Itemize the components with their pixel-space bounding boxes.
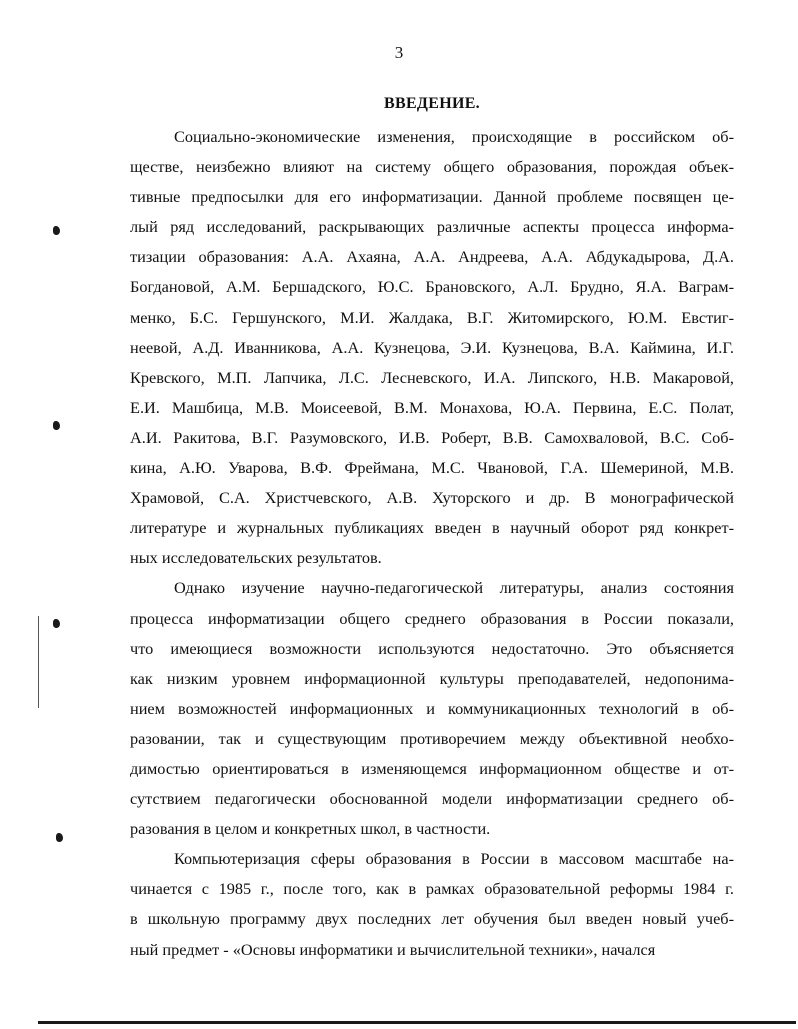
paragraph-line: тизации образования: А.А. Ахаяна, А.А. Андреева, А.А. Абдукадырова, Д.А. (130, 247, 734, 267)
paragraph-line: тивные предпосылки для его информатизации. Данной проблеме посвящен це- (130, 187, 734, 207)
paragraph-line: сутствием педагогически обоснованной модели информатизации среднего об- (130, 789, 734, 809)
paragraph-line: менко, Б.С. Гершунского, М.И. Жалдака, В.Г. Житомирского, Ю.М. Евстиг- (130, 307, 734, 327)
paragraph-line: нием возможностей информационных и коммуникационных технологий в об- (130, 698, 734, 718)
paragraph-line: А.И. Ракитова, В.Г. Разумовского, И.В. Роберт, В.В. Самохваловой, В.С. Соб- (130, 427, 734, 447)
paragraph-line: как низким уровнем информационной культуры преподавателей, недопонима- (130, 668, 734, 688)
paragraph-line: Однако изучение научно-педагогической литературы, анализ состояния (174, 578, 734, 598)
page-number: 3 (394, 43, 404, 62)
paragraph-line: ществе, неизбежно влияют на систему общего образования, порождая объек- (130, 157, 734, 177)
paragraph-line: Социально-экономические изменения, происходящие в российском об- (174, 127, 734, 146)
paragraph-line: разовании, так и существующим противоречием между объективной необхо- (130, 728, 734, 748)
scan-margin-line (38, 616, 39, 708)
paragraph-line: в школьную программу двух последних лет обучения был введен новый учеб- (130, 909, 734, 929)
paragraph-line: чинается с 1985 г., после того, как в рамках образовательной реформы 1984 г. (130, 879, 734, 899)
paragraph-line: неевой, А.Д. Иванникова, А.А. Кузнецова, Э.И. Кузнецова, В.А. Каймина, И.Г. (130, 337, 734, 357)
paragraph-line: димостью ориентироваться в изменяющемся информационном обществе и от- (130, 758, 734, 778)
paragraph-line: Кревского, М.П. Лапчика, Л.С. Лесневского, И.А. Липского, Н.В. Макаровой, (130, 367, 734, 387)
paragraph-line: Храмовой, С.А. Христчевского, А.В. Хуторского и др. В монографической (130, 488, 734, 508)
paragraph-line: кина, А.Ю. Уварова, В.Ф. Фреймана, М.С. Чвановой, Г.А. Шемериной, М.В. (130, 458, 734, 478)
paragraph-line: Е.И. Машбица, М.В. Моисеевой, В.М. Монахова, Ю.А. Первина, Е.С. Полат, (130, 397, 734, 417)
paragraph-line: литературе и журнальных публикациях введен в научный оборот ряд конкрет- (130, 518, 734, 538)
scan-speck (53, 226, 60, 235)
paragraph-line: ный предмет - «Основы информатики и вычислительной техники», начался (130, 939, 656, 959)
section-title: ВВЕДЕНИЕ. (384, 95, 480, 112)
document-body (130, 122, 734, 965)
paragraph-line: что имеющиеся возможности используются недостаточно. Это объясняется (130, 638, 734, 658)
paragraph-line: Компьютеризация сферы образования в России в массовом масштабе на- (174, 849, 734, 869)
paragraph-line: лый ряд исследований, раскрывающих различные аспекты процесса информа- (130, 217, 734, 237)
scan-bottom-edge (38, 1021, 796, 1024)
paragraph-line: ных исследовательских результатов. (130, 548, 382, 568)
paragraph-line: Богдановой, А.М. Бершадского, Ю.С. Брановского, А.Л. Брудно, Я.А. Ваграм- (130, 277, 734, 297)
scan-speck (53, 619, 60, 628)
scan-speck (53, 421, 60, 430)
paragraph-line: разования в целом и конкретных школ, в частности. (130, 819, 491, 839)
scan-speck (56, 833, 63, 842)
paragraph-line: процесса информатизации общего среднего образования в России показали, (130, 608, 734, 628)
